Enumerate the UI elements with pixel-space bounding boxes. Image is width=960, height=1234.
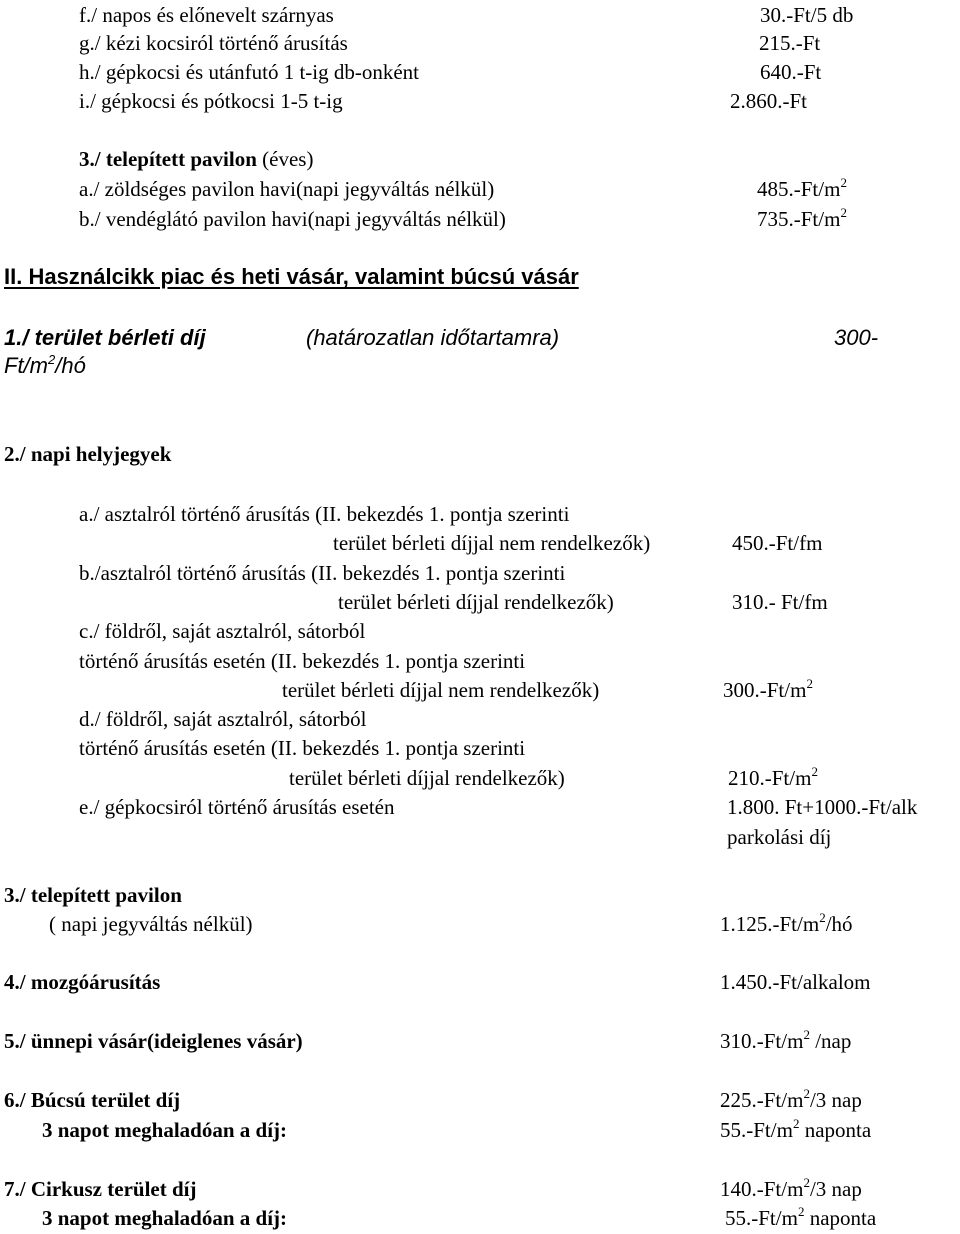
cirkusz-extra-label: 3 napot meghaladóan a díj: — [42, 1206, 288, 1230]
item-i-label: i./ gépkocsi és pótkocsi 1-5 t-ig — [79, 89, 343, 113]
section2-item1-unit-a: Ft/m — [4, 353, 48, 378]
helyjegy-d-price-text: 210.-Ft/m — [728, 766, 812, 790]
bucsu-price — [720, 1087, 862, 1113]
bucsu-extra-price-sup: 2 — [792, 1116, 800, 1131]
cirkusz-label: 7./ Cirkusz terület díj — [4, 1177, 197, 1201]
helyjegy-e-line1: e./ gépkocsiról történő árusítás esetén — [79, 795, 395, 819]
mozgo-price: 1.450.-Ft/alkalom — [720, 970, 871, 994]
item-i-price: 2.860.-Ft — [730, 89, 808, 113]
bucsu-extra-price — [720, 1117, 871, 1143]
item-h-price: 640.-Ft — [760, 60, 822, 84]
pavilon-item-b-price — [757, 206, 847, 232]
helyjegy-c-price — [723, 677, 813, 703]
unnepi-price-sup: 2 — [803, 1027, 810, 1042]
pavilon-item-b-sup: 2 — [840, 205, 847, 220]
pavilon-item-a-sup: 2 — [840, 175, 847, 190]
bucsu-price-sup: 2 — [803, 1086, 810, 1101]
section-title: II. Használcikk piac és heti vásár, valamint búcsú vásár — [4, 264, 579, 289]
cirkusz-extra-price-a: 55.-Ft/m — [725, 1206, 798, 1230]
bucsu-price-b: /3 nap — [809, 1088, 862, 1112]
bucsu-extra-label: 3 napot meghaladóan a díj: — [42, 1118, 288, 1142]
unnepi-price-a: 310.-Ft/m — [720, 1029, 804, 1053]
helyjegy-c-line3: terület bérleti díjjal nem rendelkezők) — [282, 678, 600, 702]
pavilon-heading-suffix: (éves) — [262, 147, 314, 171]
item-g-price: 215.-Ft — [759, 31, 821, 55]
cirkusz-price-sup: 2 — [803, 1175, 810, 1190]
helyjegy-a-price: 450.-Ft/fm — [732, 531, 823, 555]
cirkusz-price-b: /3 nap — [809, 1177, 862, 1201]
helyjegy-c-price-text: 300.-Ft/m — [723, 678, 807, 702]
helyjegy-e-price-line1: 1.800. Ft+1000.-Ft/alk — [727, 795, 918, 819]
section2-item1-unit-sup: 2 — [48, 352, 56, 367]
cirkusz-price — [720, 1176, 862, 1202]
item-g-label: g./ kézi kocsiról történő árusítás — [79, 31, 348, 55]
mozgo-label: 4./ mozgóárusítás — [4, 970, 161, 994]
pavilon-item-a-label: a./ zöldséges pavilon havi(napi jegyváltás nélkül) — [79, 177, 495, 201]
bucsu-price-a: 225.-Ft/m — [720, 1088, 804, 1112]
bucsu-extra-price-b: naponta — [799, 1118, 872, 1142]
pav-daily-price-a: 1.125.-Ft/m — [720, 912, 820, 936]
helyjegy-d-price — [728, 765, 818, 791]
helyjegy-c-line1: c./ földről, saját asztalról, sátorból — [79, 619, 366, 643]
helyjegy-e-price-line2: parkolási díj — [727, 825, 832, 849]
unnepi-price — [720, 1028, 851, 1054]
cirkusz-extra-price — [725, 1205, 876, 1231]
helyjegy-d-line1: d./ földről, saját asztalról, sátorból — [79, 707, 367, 731]
helyjegy-b-price: 310.- Ft/fm — [732, 590, 828, 614]
section2-item1-unit-b: /hó — [55, 353, 86, 378]
section2-item1-note: (határozatlan időtartamra) — [306, 325, 560, 350]
pav-daily-price-sup: 2 — [819, 910, 826, 925]
pavilon-item-b-price-text: 735.-Ft/m — [757, 207, 841, 231]
section2-item1-label: 1./ terület bérleti díj — [4, 325, 206, 350]
helyjegy-d-sup: 2 — [811, 764, 818, 779]
pav-daily-heading: 3./ telepített pavilon — [4, 883, 182, 907]
pavilon-heading — [79, 146, 313, 172]
bucsu-label: 6./ Búcsú terület díj — [4, 1088, 181, 1112]
unnepi-price-b: /nap — [809, 1029, 852, 1053]
cirkusz-price-a: 140.-Ft/m — [720, 1177, 804, 1201]
pavilon-item-a-price-text: 485.-Ft/m — [757, 177, 841, 201]
item-f-label: f./ napos és előnevelt szárnyas — [79, 3, 334, 27]
helyjegy-b-line2: terület bérleti díjjal rendelkezők) — [338, 590, 614, 614]
pav-daily-sub: ( napi jegyváltás nélkül) — [49, 912, 253, 936]
pavilon-heading-text: 3./ telepített pavilon — [79, 147, 257, 171]
helyjegy-a-line1: a./ asztalról történő árusítás (II. bekezdés 1. pontja szerinti — [79, 502, 570, 526]
item-f-price: 30.-Ft/5 db — [760, 3, 854, 27]
helyjegy-b-line1: b./asztalról történő árusítás (II. bekezdés 1. pontja szerinti — [79, 561, 566, 585]
section2-item1-price: 300- — [834, 325, 879, 350]
pavilon-item-b-label: b./ vendéglátó pavilon havi(napi jegyváltás nélkül) — [79, 207, 506, 231]
helyjegyek-heading: 2./ napi helyjegyek — [4, 442, 172, 466]
helyjegy-c-line2: történő árusítás esetén (II. bekezdés 1. pontja szerinti — [79, 649, 526, 673]
cirkusz-extra-price-sup: 2 — [797, 1204, 805, 1219]
unnepi-label: 5./ ünnepi vásár(ideiglenes vásár) — [4, 1029, 303, 1053]
item-h-label: h./ gépkocsi és utánfutó 1 t-ig db-onként — [79, 60, 420, 84]
pavilon-item-a-price — [757, 176, 847, 202]
bucsu-extra-price-a: 55.-Ft/m — [720, 1118, 793, 1142]
helyjegy-d-line3: terület bérleti díjjal rendelkezők) — [289, 766, 565, 790]
helyjegy-d-line2: történő árusítás esetén (II. bekezdés 1. pontja szerinti — [79, 736, 526, 760]
pav-daily-price — [720, 911, 853, 937]
helyjegy-a-line2: terület bérleti díjjal nem rendelkezők) — [333, 531, 651, 555]
pav-daily-price-b: /hó — [825, 912, 853, 936]
helyjegy-c-sup: 2 — [806, 676, 813, 691]
section2-item1-unit — [4, 353, 86, 379]
cirkusz-extra-price-b: naponta — [804, 1206, 877, 1230]
